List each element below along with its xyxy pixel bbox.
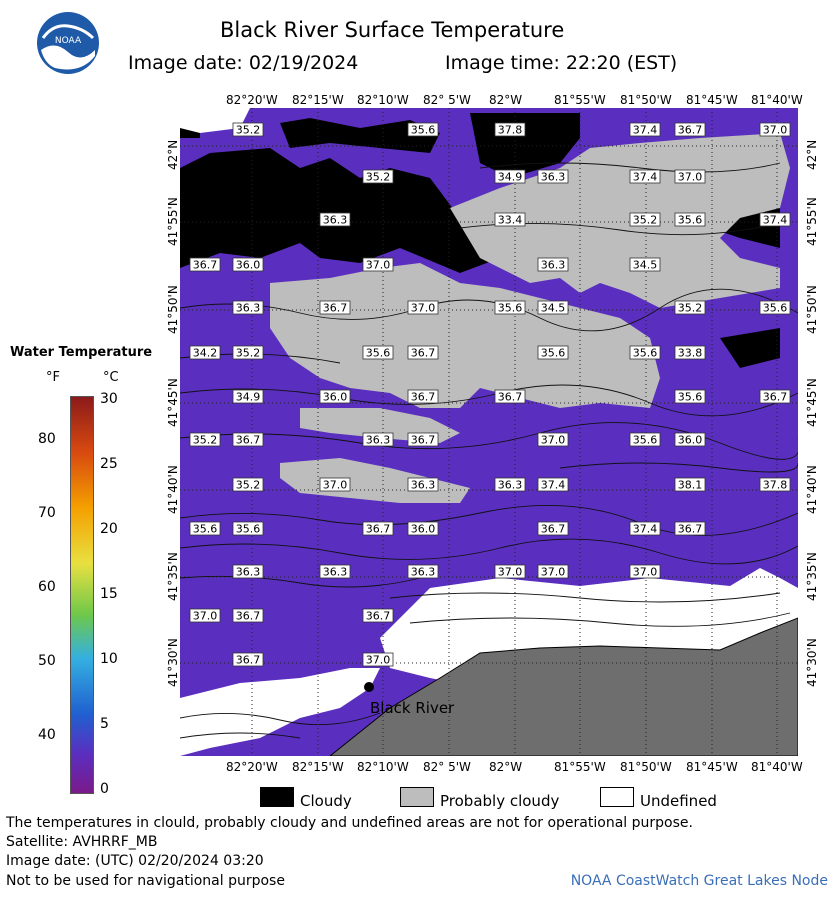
- lat-label-left: 41°55'N: [166, 197, 180, 246]
- colorbar: [70, 396, 94, 794]
- temp-label: 35.6: [497, 301, 523, 315]
- colorbar-c-tick: 15: [100, 586, 118, 602]
- temp-label: 34.9: [497, 170, 523, 184]
- colorbar-c-tick: 20: [100, 521, 118, 537]
- colorbar-f-tick: 60: [38, 579, 56, 595]
- temp-label: 33.8: [677, 346, 703, 360]
- temp-label: 36.7: [322, 301, 348, 315]
- temp-label: 36.7: [762, 390, 788, 404]
- temp-label: 36.7: [410, 346, 436, 360]
- temp-label: 35.2: [235, 346, 261, 360]
- lat-label-right: 42°N: [805, 139, 819, 170]
- temp-label: 36.7: [235, 433, 261, 447]
- temp-label: 36.7: [677, 123, 703, 137]
- colorbar-c-tick: 30: [100, 391, 118, 407]
- lon-label-top: 81°55'W: [554, 93, 606, 107]
- temp-label: 37.0: [762, 123, 788, 137]
- credit-link[interactable]: NOAA CoastWatch Great Lakes Node: [570, 873, 828, 889]
- colorbar-title: Water Temperature: [10, 345, 153, 360]
- noaa-logo: [35, 10, 101, 76]
- image-date: Image date: 02/19/2024: [128, 52, 359, 74]
- black-river-label: Black River: [370, 699, 455, 717]
- temp-label: 37.0: [677, 170, 703, 184]
- colorbar-f-tick: 50: [38, 653, 56, 669]
- temp-label: 36.3: [497, 478, 523, 492]
- temp-label: 36.0: [410, 522, 436, 536]
- colorbar-f-tick: 80: [38, 431, 56, 447]
- lat-label-right: 41°30'N: [805, 638, 819, 687]
- temp-label: 35.6: [632, 346, 658, 360]
- undefined-label: Undefined: [640, 792, 717, 810]
- temp-label: 34.2: [192, 346, 218, 360]
- lat-label-left: 41°35'N: [166, 552, 180, 601]
- temp-label: 33.4: [497, 213, 523, 227]
- temp-label: 35.6: [235, 522, 261, 536]
- lon-label-top: 82°15'W: [292, 93, 344, 107]
- temp-label: 35.6: [677, 213, 703, 227]
- temp-label: 37.0: [540, 565, 566, 579]
- temp-label: 37.0: [632, 565, 658, 579]
- colorbar-c-tick: 5: [100, 716, 109, 732]
- lat-label-left: 41°30'N: [166, 638, 180, 687]
- temp-label: 37.0: [540, 433, 566, 447]
- temp-label: 37.0: [497, 565, 523, 579]
- temp-label: 37.8: [497, 123, 523, 137]
- temp-label: 35.2: [235, 478, 261, 492]
- footer-navigation-note: Not to be used for navigational purpose: [6, 873, 285, 889]
- lat-label-right: 41°45'N: [805, 378, 819, 427]
- temp-label: 34.5: [632, 258, 658, 272]
- temp-label: 36.7: [410, 390, 436, 404]
- temp-label: 35.2: [632, 213, 658, 227]
- temp-label: 36.3: [365, 433, 391, 447]
- temp-label: 36.0: [235, 258, 261, 272]
- temp-label: 37.0: [192, 609, 218, 623]
- probably-cloudy-swatch: [400, 787, 434, 807]
- temp-label: 35.2: [235, 123, 261, 137]
- lat-label-right: 41°55'N: [805, 197, 819, 246]
- temp-label: 36.7: [497, 390, 523, 404]
- lon-label-top: 82° 5'W: [423, 93, 471, 107]
- temp-label: 34.5: [540, 301, 566, 315]
- temp-label: 36.7: [235, 609, 261, 623]
- footer-disclaimer: The temperatures in clould, probably cloudy and undefined areas are not for operational purpose.: [6, 815, 693, 831]
- temp-label: 36.7: [235, 653, 261, 667]
- temperature-map: [180, 108, 798, 756]
- temp-label: 37.0: [365, 653, 391, 667]
- svg-text:NOAA: NOAA: [54, 36, 82, 46]
- lon-label-bottom: 81°50'W: [620, 760, 672, 774]
- lon-label-top: 81°40'W: [751, 93, 803, 107]
- image-time: Image time: 22:20 (EST): [445, 52, 678, 74]
- temp-label: 37.0: [322, 478, 348, 492]
- temp-label: 35.2: [192, 433, 218, 447]
- temp-label: 35.6: [632, 433, 658, 447]
- page-title: Black River Surface Temperature: [220, 18, 565, 42]
- lat-label-right: 41°50'N: [805, 285, 819, 334]
- temp-label: 36.7: [540, 522, 566, 536]
- temp-label: 34.9: [235, 390, 261, 404]
- lat-label-left: 41°50'N: [166, 285, 180, 334]
- lon-label-top: 81°45'W: [686, 93, 738, 107]
- lon-label-bottom: 82°10'W: [357, 760, 409, 774]
- footer-satellite: Satellite: AVHRRF_MB: [6, 834, 158, 850]
- temp-label: 36.3: [540, 170, 566, 184]
- temp-label: 37.0: [410, 301, 436, 315]
- temp-label: 36.7: [677, 522, 703, 536]
- colorbar-f-tick: 70: [38, 505, 56, 521]
- temp-label: 35.6: [192, 522, 218, 536]
- temp-label: 37.4: [762, 213, 788, 227]
- temp-label: 35.6: [410, 123, 436, 137]
- footer-utc-date: Image date: (UTC) 02/20/2024 03:20: [6, 853, 264, 869]
- temp-label: 36.0: [322, 390, 348, 404]
- cloudy-label: Cloudy: [300, 792, 352, 810]
- colorbar-c-tick: 10: [100, 651, 118, 667]
- black-river-marker: [364, 682, 374, 692]
- lat-label-left: 42°N: [166, 139, 180, 170]
- temp-label: 37.4: [632, 522, 658, 536]
- cloudy-swatch: [260, 787, 294, 807]
- lon-label-bottom: 82° 5'W: [423, 760, 471, 774]
- undefined-swatch: [600, 787, 634, 807]
- lon-label-bottom: 81°40'W: [751, 760, 803, 774]
- colorbar-c-tick: 0: [100, 781, 109, 797]
- temp-label: 36.7: [410, 433, 436, 447]
- temp-label: 35.6: [677, 390, 703, 404]
- temp-label: 37.4: [540, 478, 566, 492]
- temp-label: 36.3: [540, 258, 566, 272]
- temp-label: 35.6: [762, 301, 788, 315]
- lon-label-top: 82°10'W: [357, 93, 409, 107]
- temp-label: 37.0: [365, 258, 391, 272]
- temp-label: 36.3: [410, 478, 436, 492]
- probably-cloudy-label: Probably cloudy: [440, 792, 560, 810]
- lon-label-top: 82°20'W: [226, 93, 278, 107]
- temp-label: 36.0: [677, 433, 703, 447]
- lon-label-bottom: 81°55'W: [554, 760, 606, 774]
- temp-label: 37.4: [632, 123, 658, 137]
- lon-label-bottom: 82°W: [489, 760, 523, 774]
- temp-label: 35.6: [540, 346, 566, 360]
- temp-label: 35.2: [677, 301, 703, 315]
- temp-label: 36.7: [365, 609, 391, 623]
- temp-label: 37.8: [762, 478, 788, 492]
- temp-label: 36.7: [192, 258, 218, 272]
- unit-fahrenheit: °F: [46, 370, 60, 385]
- lon-label-bottom: 82°15'W: [292, 760, 344, 774]
- temp-label: 36.7: [365, 522, 391, 536]
- temp-label: 36.3: [410, 565, 436, 579]
- temp-label: 36.3: [235, 565, 261, 579]
- lon-label-bottom: 81°45'W: [686, 760, 738, 774]
- temp-label: 35.2: [365, 170, 391, 184]
- temp-label: 36.3: [235, 301, 261, 315]
- temp-label: 37.4: [632, 170, 658, 184]
- temp-label: 35.6: [365, 346, 391, 360]
- lat-label-left: 41°40'N: [166, 465, 180, 514]
- lon-label-top: 82°W: [489, 93, 523, 107]
- lat-label-right: 41°35'N: [805, 552, 819, 601]
- temp-label: 36.3: [322, 213, 348, 227]
- lat-label-left: 41°45'N: [166, 378, 180, 427]
- lon-label-top: 81°50'W: [620, 93, 672, 107]
- temp-label: 36.3: [322, 565, 348, 579]
- lon-label-bottom: 82°20'W: [226, 760, 278, 774]
- temp-label: 38.1: [677, 478, 703, 492]
- colorbar-f-tick: 40: [38, 727, 56, 743]
- unit-celsius: °C: [103, 370, 119, 385]
- colorbar-c-tick: 25: [100, 456, 118, 472]
- lat-label-right: 41°40'N: [805, 465, 819, 514]
